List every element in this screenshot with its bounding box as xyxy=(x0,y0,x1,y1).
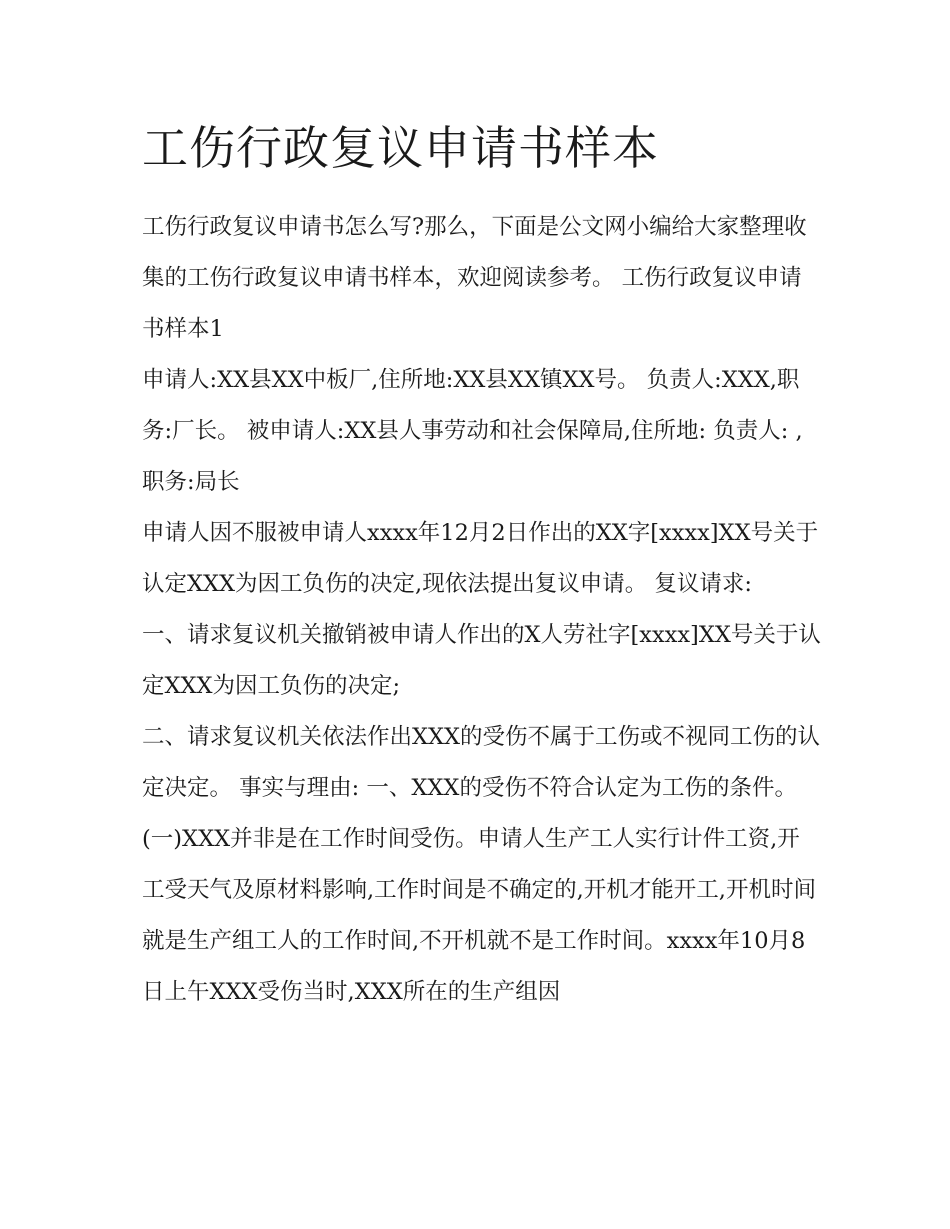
paragraph-intro: 工伤行政复议申请书怎么写?那么，下面是公文网小编给大家整理收集的工伤行政复议申请书样本，欢迎阅读参考。 工伤行政复议申请书样本1 xyxy=(142,214,807,342)
paragraph-application: 申请人因不服被申请人xxxx年12月2日作出的XX字[xxxx]XX号关于认定XXX为因工负伤的决定,现依法提出复议申请。 复议请求: xyxy=(142,520,819,597)
paragraph-request-one: 一、请求复议机关撤销被申请人作出的X人劳社字[xxxx]XX号关于认定XXX为因工负伤的决定; xyxy=(142,622,821,699)
paragraph-list xyxy=(142,202,822,1018)
document-title: 工伤行政复议申请书样本 xyxy=(142,121,659,175)
document-body xyxy=(142,118,822,1018)
paragraph-parties: 申请人:XX县XX中板厂,住所地:XX县XX镇XX号。 负责人:XXX,职务:厂长。 被申请人:XX县人事劳动和社会保障局,住所地: 负责人: ,职务:局长 xyxy=(142,367,803,495)
paragraph-request-two: 二、请求复议机关依法作出XXX的受伤不属于工伤或不视同工伤的认定决定。 事实与理由: 一、XXX的受伤不符合认定为工伤的条件。 xyxy=(142,724,821,801)
paragraph-reason-one: (一)XXX并非是在工作时间受伤。申请人生产工人实行计件工资,开工受天气及原材料影响,工作时间是不确定的,开机才能开工,开机时间就是生产组工人的工作时间,不开机就不是工作时间。xxxx年10月8日上午XXX受伤当时,XXX所在的生产组因 xyxy=(142,826,816,1005)
